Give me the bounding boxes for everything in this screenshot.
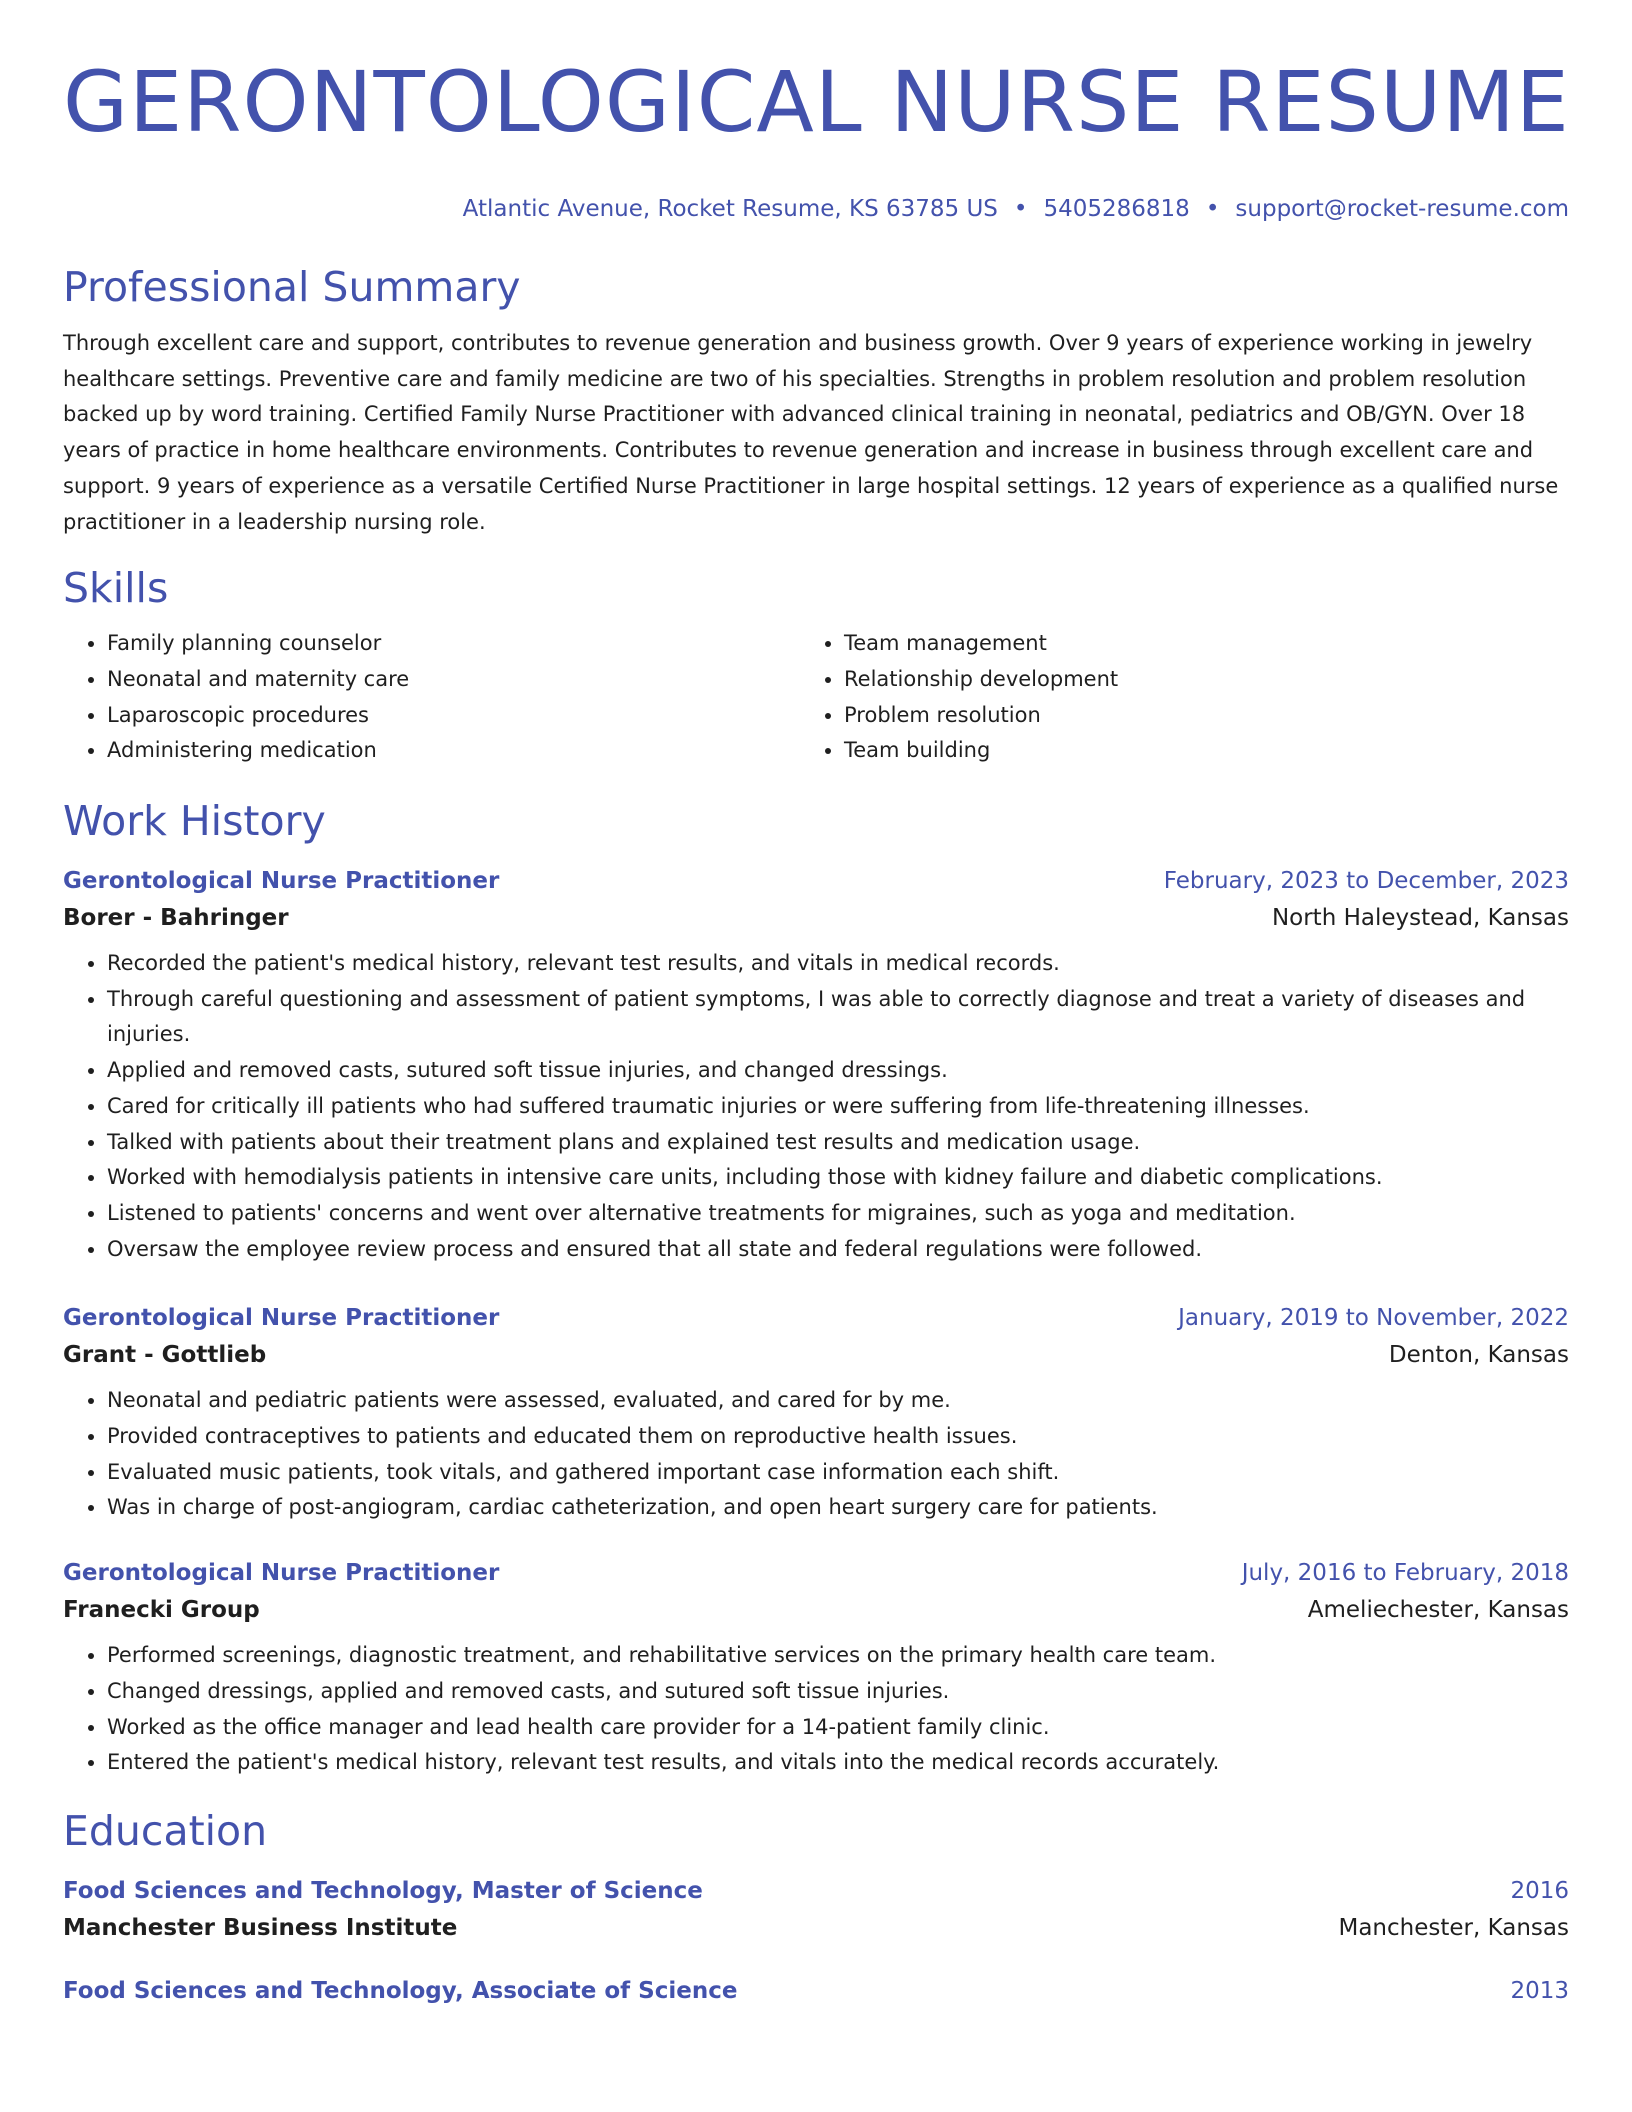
job-entry — [63, 1558, 1569, 1781]
skill-item: • Family planning counselor — [107, 626, 800, 662]
summary-text: Through excellent care and support, contributes to revenue generation and business growth. Over 9 years of experience working in jewelry healthcare settings. Preventive care and family medicine are two of his specialties. Strengths in problem resolution and problem resolution backed up by word training. Certified Family Nurse Practitioner with advanced clinical training in neonatal, pediatrics and OB/GYN. Over 18 years of practice in home healthcare environments. Contributes to revenue generation and increase in business through excellent care and support. 9 years of experience as a versatile Certified Nurse Practitioner in large hospital settings. 12 years of experience as a qualified nurse practitioner in a leadership nursing role. — [63, 331, 1559, 534]
education-degree: Food Sciences and Technology, Associate of Science — [63, 1977, 738, 2004]
summary-heading: Professional Summary — [63, 263, 521, 311]
skill-item: • Administering medication — [107, 733, 800, 769]
job-bullet: • Cared for critically ill patients who had suffered traumatic injuries or were suffering from life-threatening illnesses. — [107, 1089, 1569, 1125]
education-school: Manchester Business Institute — [63, 1914, 458, 1941]
skill-item: • Team building — [844, 733, 1569, 769]
skill-item: • Laparoscopic procedures — [107, 698, 800, 734]
job-bullet: • Provided contraceptives to patients and educated them on reproductive health issues. — [107, 1419, 1569, 1455]
education-entry — [63, 1876, 1569, 1943]
job-title: Gerontological Nurse Practitioner — [63, 1305, 500, 1332]
contact-line — [63, 194, 1569, 224]
job-bullet: • Applied and removed casts, sutured soft tissue injuries, and changed dressings. — [107, 1053, 1569, 1089]
job-location: North Haleystead, Kansas — [1271, 905, 1569, 932]
skill-item: • Problem resolution — [844, 698, 1569, 734]
job-bullet: • Evaluated music patients, took vitals, and gathered important case information each shift. — [107, 1455, 1569, 1491]
resume-title: GERONTOLOGICAL NURSE RESUME — [63, 53, 1570, 151]
education-entry — [63, 1976, 1569, 2006]
job-title: Gerontological Nurse Practitioner — [63, 868, 500, 895]
contact-separator: • — [1205, 196, 1220, 222]
job-bullet: • Worked with hemodialysis patients in intensive care units, including those with kidney failure and diabetic complications. — [107, 1160, 1569, 1196]
skills-column-left — [63, 626, 800, 769]
job-company-row — [63, 903, 1569, 933]
job-bullet: • Was in charge of post-angiogram, cardiac catheterization, and open heart surgery care for patients. — [107, 1490, 1569, 1526]
contact-phone: 5405286818 — [1043, 196, 1190, 222]
job-bullet: • Talked with patients about their treatment plans and explained test results and medication usage. — [107, 1125, 1569, 1161]
education-year: 2016 — [1510, 1877, 1569, 1904]
contact-email: support@rocket-resume.com — [1235, 196, 1569, 222]
job-entry — [63, 866, 1569, 1267]
job-bullets — [63, 1383, 1569, 1526]
job-bullet: • Worked as the office manager and lead health care provider for a 14-patient family clinic. — [107, 1710, 1569, 1746]
contact-address: Atlantic Avenue, Rocket Resume, KS 63785 US — [462, 196, 998, 222]
skills-list — [63, 626, 1569, 769]
job-bullets — [63, 1638, 1569, 1781]
job-dates: February, 2023 to December, 2023 — [1163, 868, 1569, 895]
job-company: Grant - Gottlieb — [63, 1342, 267, 1369]
job-bullet: • Performed screenings, diagnostic treatment, and rehabilitative services on the primary health care team. — [107, 1638, 1569, 1674]
job-company: Borer - Bahringer — [63, 905, 289, 932]
education-heading: Education — [63, 1806, 268, 1855]
job-bullet: • Listened to patients' concerns and went over alternative treatments for migraines, such as yoga and meditation. — [107, 1196, 1569, 1232]
work-history-heading: Work History — [63, 797, 326, 846]
job-title-row — [63, 1558, 1569, 1588]
job-location: Denton, Kansas — [1388, 1342, 1569, 1369]
education-degree: Food Sciences and Technology, Master of Science — [63, 1877, 703, 1904]
job-title-row — [63, 1303, 1569, 1333]
education-degree-row — [63, 1876, 1569, 1906]
job-bullet: • Changed dressings, applied and removed casts, and sutured soft tissue injuries. — [107, 1674, 1569, 1710]
job-dates: January, 2019 to November, 2022 — [1178, 1305, 1569, 1332]
skill-item: • Relationship development — [844, 662, 1569, 698]
job-bullet: • Neonatal and pediatric patients were assessed, evaluated, and cared for by me. — [107, 1383, 1569, 1419]
skills-column-right — [800, 626, 1569, 769]
job-company-row — [63, 1340, 1569, 1370]
job-company: Franecki Group — [63, 1597, 260, 1624]
education-location: Manchester, Kansas — [1338, 1914, 1569, 1941]
job-bullet: • Oversaw the employee review process and ensured that all state and federal regulations were followed. — [107, 1232, 1569, 1268]
skill-item: • Neonatal and maternity care — [107, 662, 800, 698]
education-school-row — [63, 1913, 1569, 1943]
job-entry — [63, 1303, 1569, 1526]
job-bullet: • Through careful questioning and assessment of patient symptoms, I was able to correctly diagnose and treat a variety of diseases and injuries. — [107, 982, 1569, 1053]
contact-separator: • — [1013, 196, 1028, 222]
skill-item: • Team management — [844, 626, 1569, 662]
education-degree-row — [63, 1976, 1569, 2006]
job-bullet: • Entered the patient's medical history, relevant test results, and vitals into the medical records accurately. — [107, 1745, 1569, 1781]
job-title-row — [63, 866, 1569, 896]
job-bullet: • Recorded the patient's medical history, relevant test results, and vitals in medical records. — [107, 946, 1569, 982]
job-dates: July, 2016 to February, 2018 — [1241, 1560, 1569, 1587]
skills-heading: Skills — [63, 564, 169, 613]
job-location: Ameliechester, Kansas — [1307, 1597, 1569, 1624]
education-year: 2013 — [1510, 1977, 1569, 2004]
job-title: Gerontological Nurse Practitioner — [63, 1560, 500, 1587]
job-bullets — [63, 946, 1569, 1267]
job-company-row — [63, 1595, 1569, 1625]
